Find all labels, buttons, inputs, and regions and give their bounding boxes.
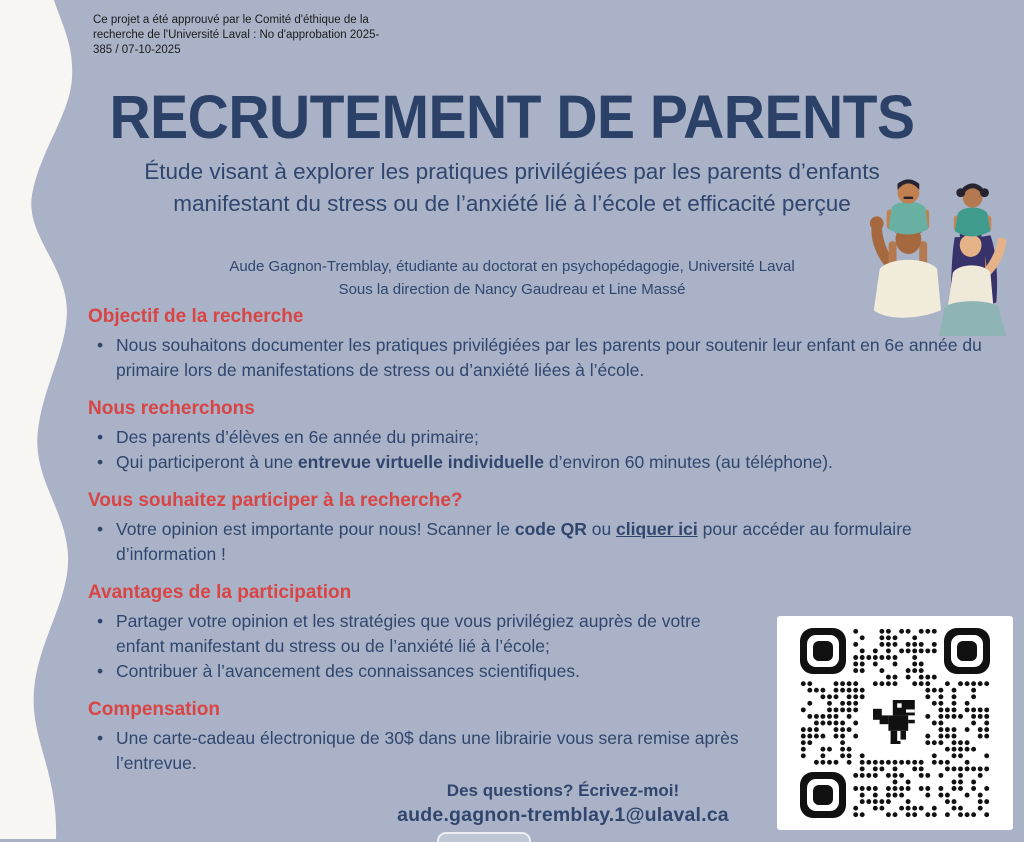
bullet-item: • Des parents d’élèves en 6e année du primaire; bbox=[88, 425, 988, 450]
section-heading: Compensation bbox=[88, 699, 220, 720]
section-participer bbox=[88, 490, 988, 567]
father-and-boy-figure bbox=[870, 179, 941, 317]
bullet-text: Qui participeront à une bbox=[116, 452, 298, 472]
section-objectif bbox=[88, 306, 988, 383]
bullet-text: pour accéder au formulaire d’information ! bbox=[116, 519, 912, 564]
cutoff-element bbox=[437, 832, 531, 842]
poster-title: RECRUTEMENT DE PARENTS bbox=[109, 83, 915, 153]
author-line: Aude Gagnon-Tremblay, étudiante au doctorat en psychopédagogie, Université Laval bbox=[229, 258, 795, 275]
bullet-item bbox=[88, 450, 988, 475]
bullet-text-bold: entrevue virtuelle individuelle bbox=[297, 452, 544, 472]
section-heading: Objectif de la recherche bbox=[88, 306, 304, 327]
contact-email[interactable]: aude.gagnon-tremblay.1@ulaval.ca bbox=[397, 804, 729, 826]
bullet-text: Votre opinion est importante pour nous! Scanner le bbox=[116, 519, 515, 539]
bullet-item: • Partager votre opinion et les stratégies que vous privilégiez auprès de votre enfant manifestant du stress ou de l’anxiété lié à l’école; bbox=[88, 609, 716, 659]
bullet-item: • Contribuer à l’avancement des connaissances scientifiques. bbox=[88, 659, 716, 684]
qr-code-mention: code QR bbox=[514, 519, 587, 539]
bullet-item: • Nous souhaitons documenter les pratiques privilégiées par les parents pour soutenir leur enfant en 6e année du primaire lors de manifestations de stress ou d’anxiété liées à l’école. bbox=[88, 333, 988, 383]
section-nous-recherchons bbox=[88, 398, 988, 475]
bullet-item: • Une carte-cadeau électronique de 30$ dans une librairie vous sera remise après l’entrevue. bbox=[88, 726, 766, 776]
chrome-dino-icon bbox=[873, 700, 915, 744]
bullet-text: ou bbox=[586, 519, 617, 539]
section-heading: Vous souhaitez participer à la recherche? bbox=[88, 490, 463, 511]
cliquer-ici-link[interactable]: cliquer ici bbox=[616, 519, 698, 539]
footer bbox=[128, 781, 998, 827]
section-heading: Avantages de la participation bbox=[88, 582, 352, 603]
qr-finder-top-left bbox=[800, 628, 846, 674]
ethics-approval-note: Ce projet a été approuvé par le Comité d'éthique de la recherche de l'Université Laval : No d'approbation 2025-385 / 07-10-2025 bbox=[93, 14, 380, 57]
section-heading: Nous recherchons bbox=[88, 398, 255, 419]
supervision-line: Sous la direction de Nancy Gaudreau et Line Massé bbox=[338, 280, 686, 298]
qr-finder-top-right bbox=[944, 628, 990, 674]
footer-question: Des questions? Écrivez-moi! bbox=[446, 781, 680, 800]
bullet-text: d’environ 60 minutes (au téléphone). bbox=[543, 452, 833, 472]
byline bbox=[122, 256, 902, 301]
bullet-item bbox=[88, 517, 988, 567]
study-subtitle: Étude visant à explorer les pratiques privilégiées par les parents d’enfants manifestant du stress ou de l’anxiété lié à l’école et efficacité perçue bbox=[144, 159, 880, 216]
